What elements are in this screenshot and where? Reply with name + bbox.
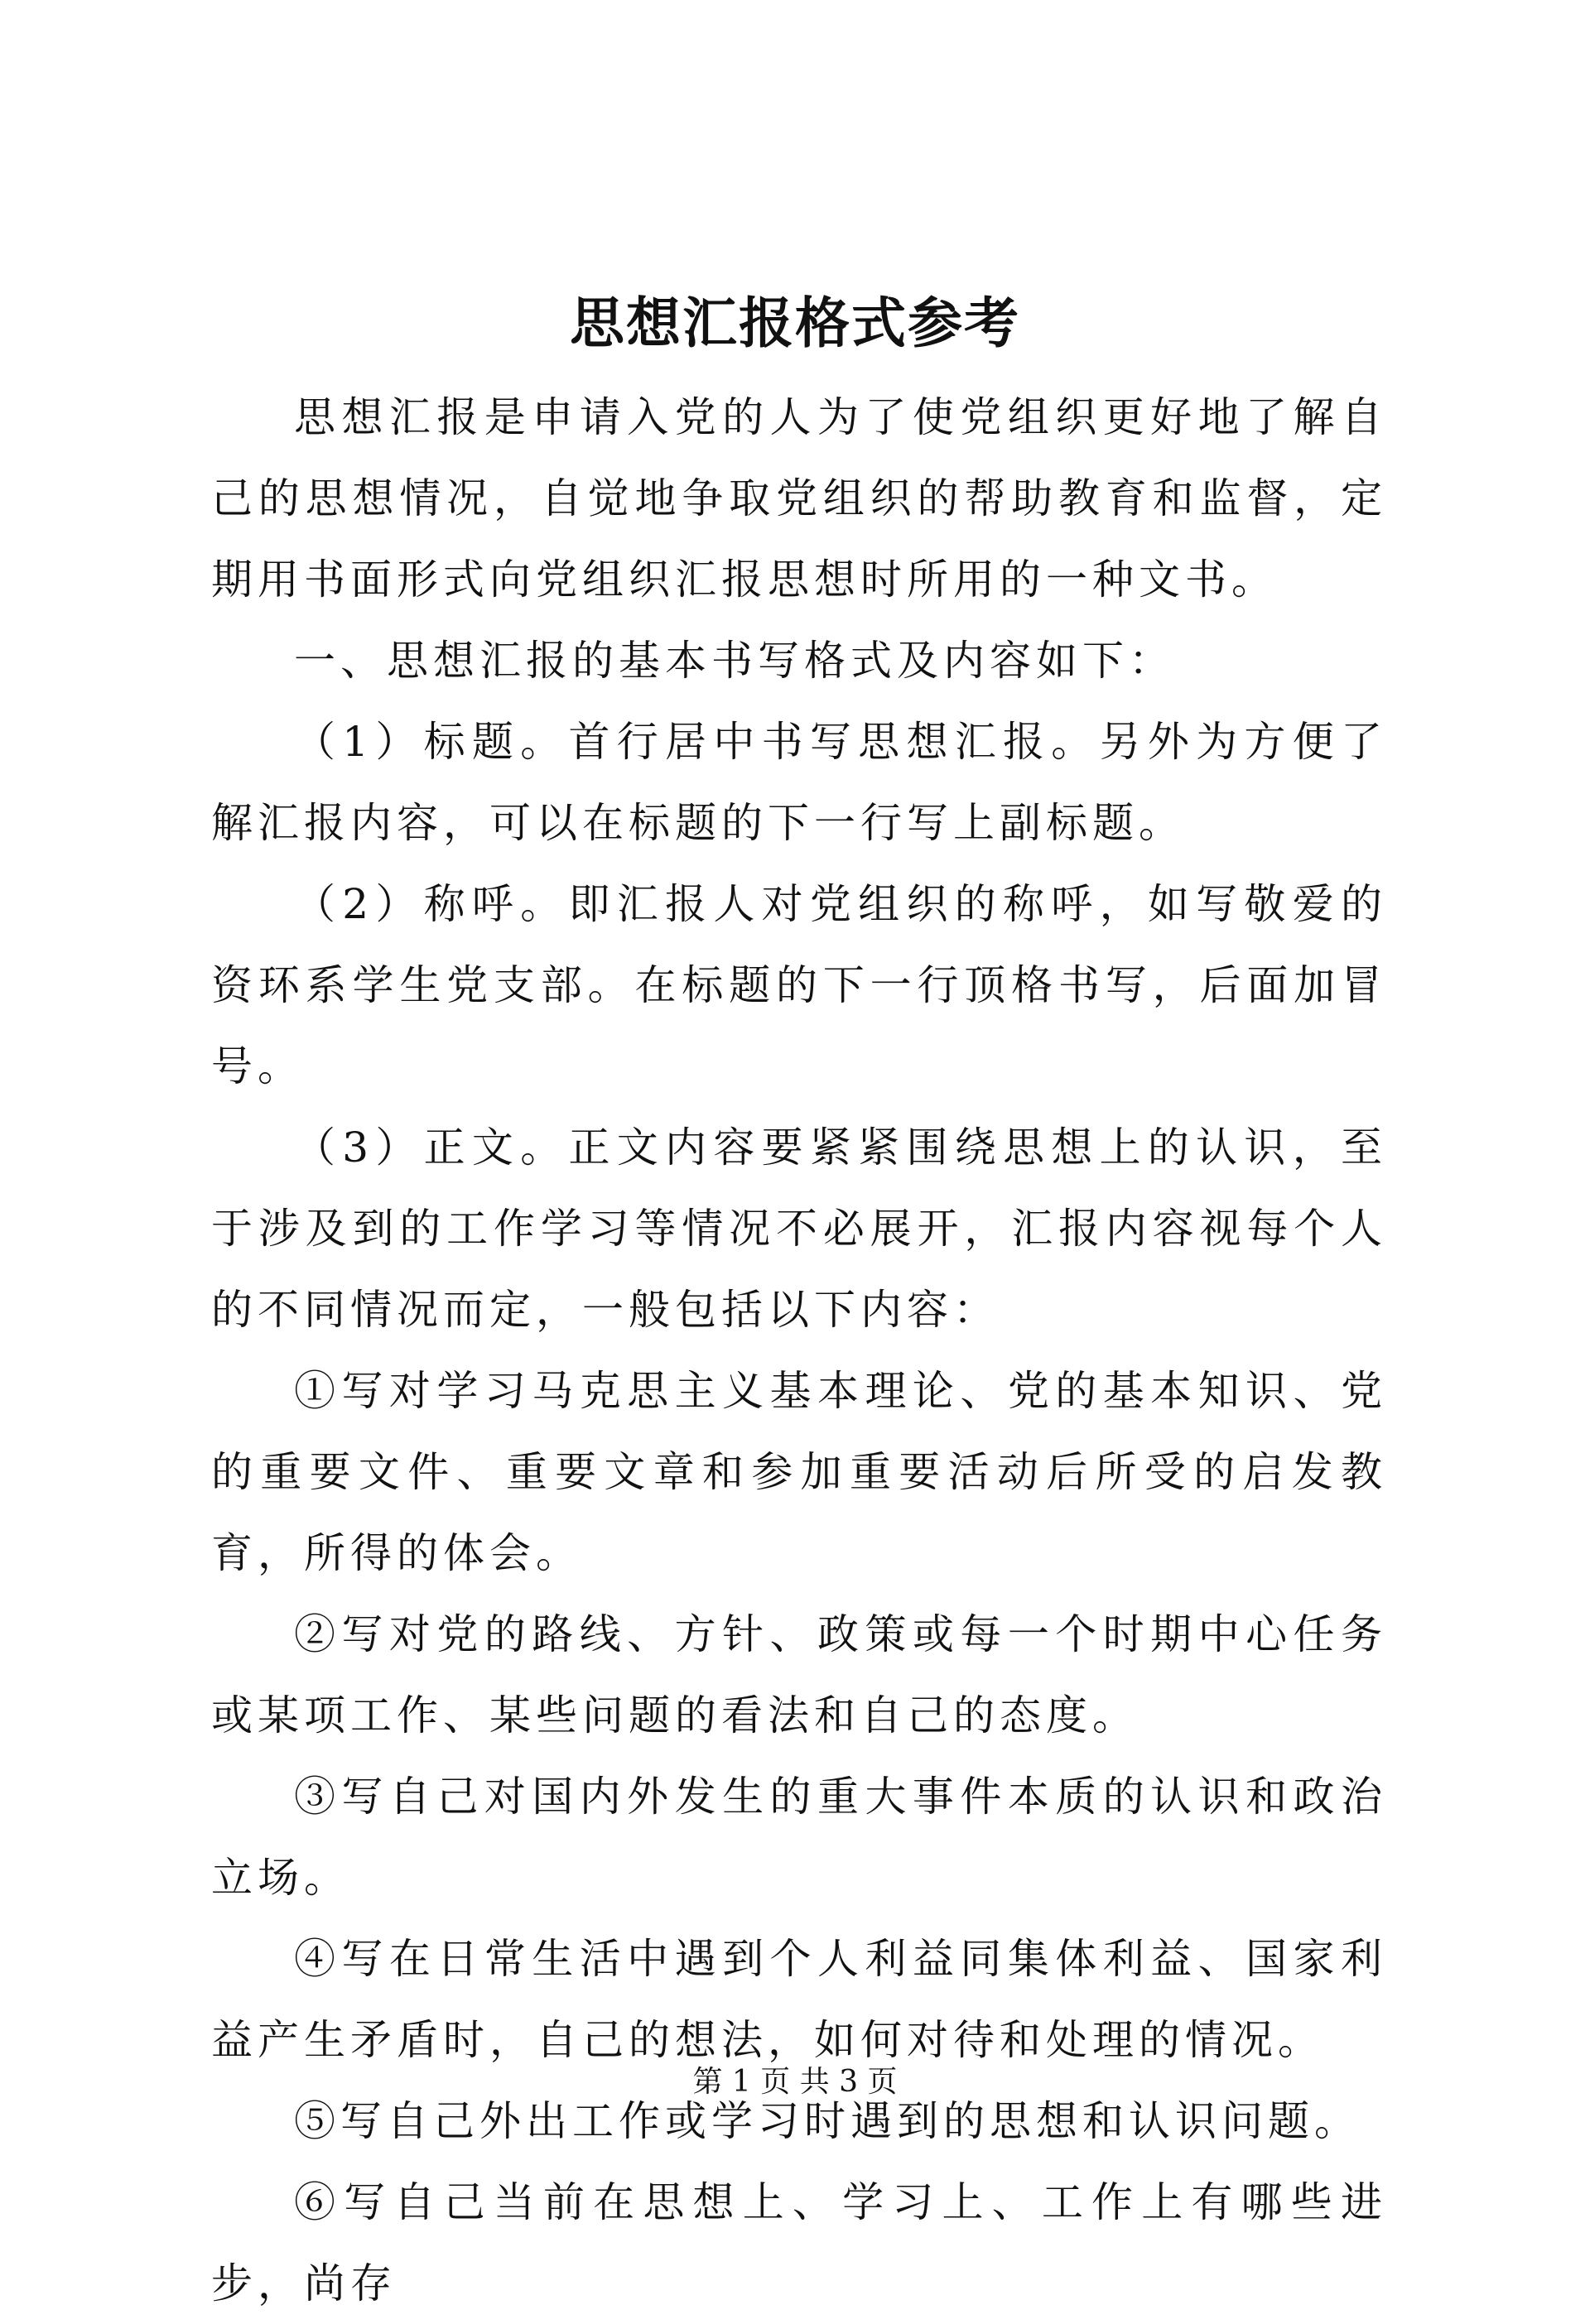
document-body bbox=[211, 377, 1387, 2324]
paragraph-point-2: ②写对党的路线、方针、政策或每一个时期中心任务或某项工作、某些问题的看法和自己的态度。 bbox=[211, 1610, 1387, 1739]
page-footer: 第 1 页 共 3 页 bbox=[692, 2065, 898, 2099]
paragraph-item-body: （3）正文。正文内容要紧紧围绕思想上的认识，至于涉及到的工作学习等情况不必展开，汇报内容视每个人的不同情况而定，一般包括以下内容： bbox=[211, 1124, 1387, 1334]
document-title: 思想汇报格式参考 bbox=[570, 291, 1020, 355]
paragraph-intro: 思想汇报是申请入党的人为了使党组织更好地了解自己的思想情况，自觉地争取党组织的帮助教育和监督，定期用书面形式向党组织汇报思想时所用的一种文书。 bbox=[211, 393, 1387, 604]
paragraph-point-3: ③写自己对国内外发生的重大事件本质的认识和政治立场。 bbox=[211, 1773, 1387, 1902]
paragraph-point-1: ①写对学习马克思主义基本理论、党的基本知识、党的重要文件、重要文章和参加重要活动后所受的启发教育，所得的体会。 bbox=[211, 1367, 1387, 1577]
paragraph-point-5: ⑤写自己外出工作或学习时遇到的思想和认识问题。 bbox=[294, 2097, 1361, 2145]
paragraph-item-salutation: （2）称呼。即汇报人对党组织的称呼，如写敬爱的资环系学生党支部。在标题的下一行顶格书写，后面加冒号。 bbox=[211, 880, 1387, 1090]
paragraph-section-heading: 一、思想汇报的基本书写格式及内容如下： bbox=[294, 637, 1175, 685]
paragraph-item-title: （1）标题。首行居中书写思想汇报。另外为方便了解汇报内容，可以在标题的下一行写上副标题。 bbox=[211, 718, 1387, 847]
paragraph-point-4: ④写在日常生活中遇到个人利益同集体利益、国家利益产生矛盾时，自己的想法，如何对待和处理的情况。 bbox=[211, 1935, 1387, 2064]
paragraph-point-6: ⑥写自己当前在思想上、学习上、工作上有哪些进步，尚存 bbox=[211, 2178, 1387, 2307]
